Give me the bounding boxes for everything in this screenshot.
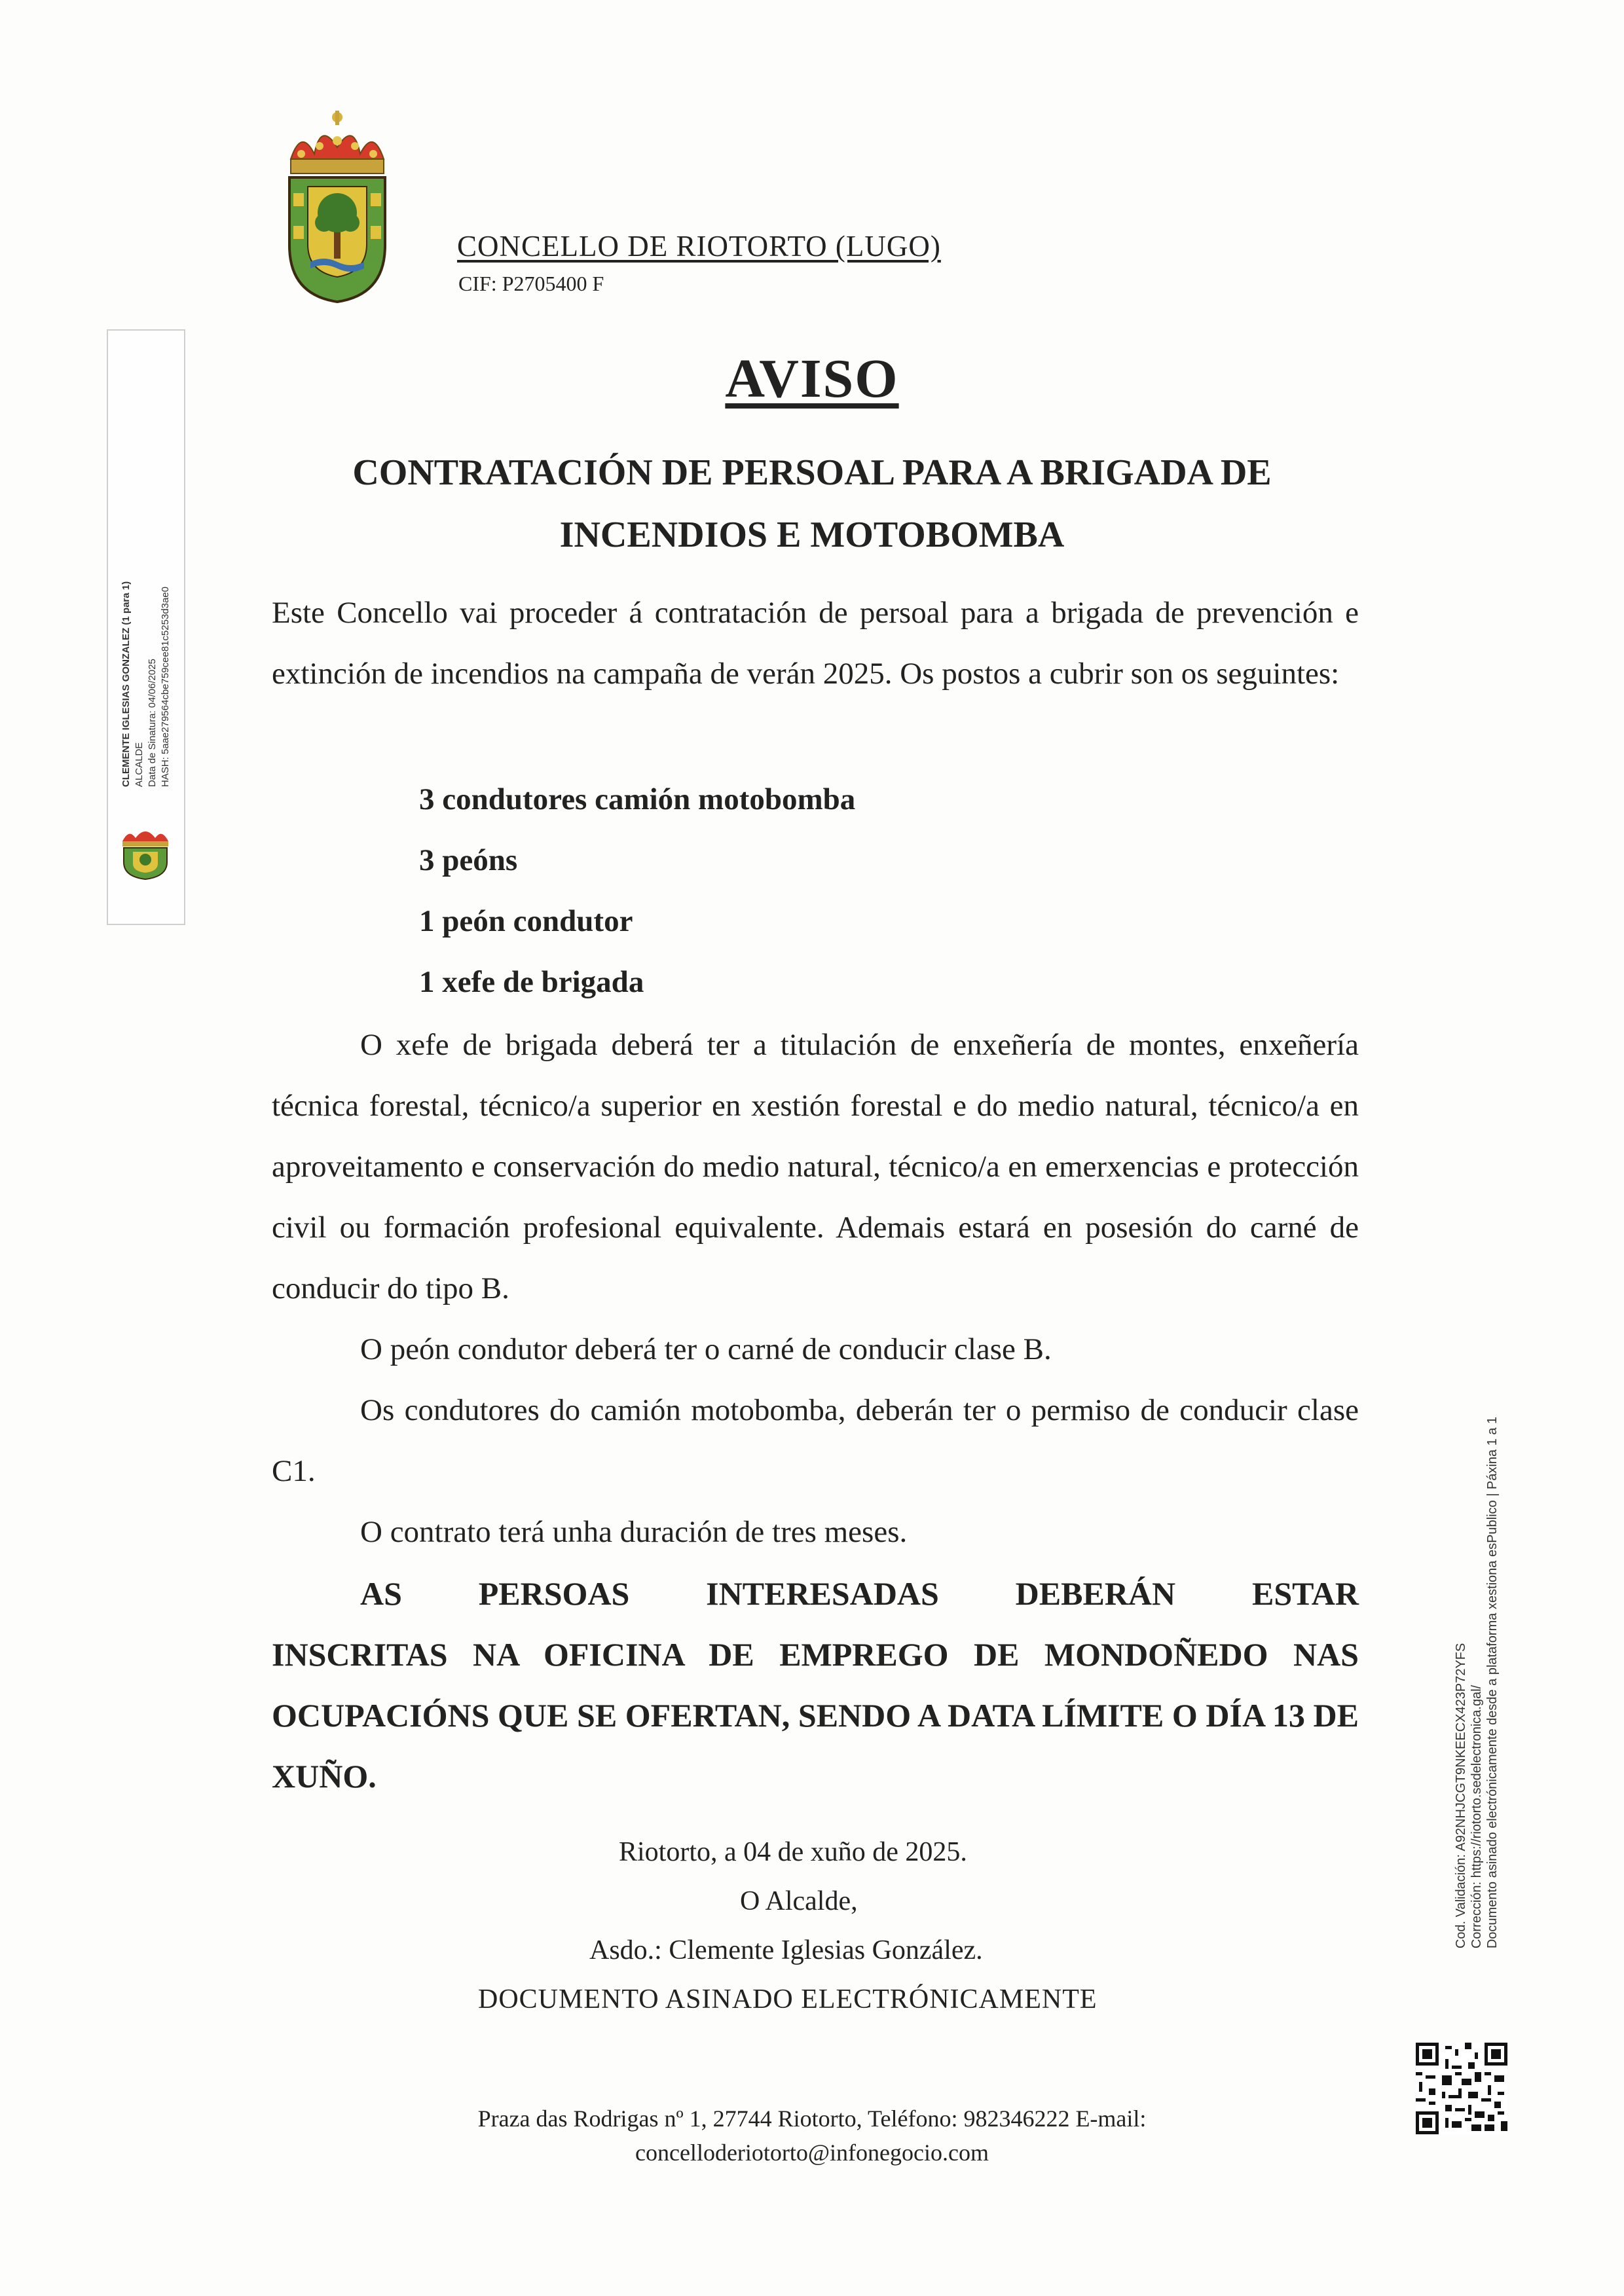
footer-address: Praza das Rodrigas nº 1, 27744 Riotorto, Teléfono: 982346222 E-mail:	[477, 2105, 1147, 2132]
positions-list	[419, 769, 855, 1013]
requirement-peon: O peón condutor deberá ter o carné de conducir clase B.	[360, 1332, 1052, 1366]
signature-stamp-name: CLEMENTE IGLESIAS GONZALEZ (1 para 1)	[120, 581, 132, 788]
list-item: 3 peóns	[419, 843, 518, 877]
signer-role: O Alcalde,	[740, 1886, 858, 1916]
signature-stamp-hash: HASH: 5aae279564cbe759cee81c5253d3ae0	[160, 587, 171, 788]
page-title: AVISO	[725, 348, 899, 409]
notice-line-1: AS PERSOAS INTERESADAS DEBERÁN ESTAR	[360, 1575, 1359, 1612]
list-item: 1 xefe de brigada	[419, 965, 644, 999]
signer-name: Asdo.: Clemente Iglesias González.	[589, 1935, 983, 1965]
place-date: Riotorto, a 04 de xuño de 2025.	[619, 1837, 967, 1867]
mini-crest-icon	[116, 822, 175, 881]
contract-duration: O contrato terá unha duración de tres meses.	[360, 1515, 908, 1549]
signature-stamp-role: ALCALDE	[134, 742, 145, 788]
list-item: 3 condutores camión motobomba	[419, 782, 856, 816]
organization-cif: CIF: P2705400 F	[458, 272, 604, 295]
registration-notice	[272, 1563, 1359, 1807]
organization-name: CONCELLO DE RIOTORTO (LUGO)	[457, 230, 941, 263]
requirement-condutores: Os condutores do camión motobomba, deberán ter o permiso de conducir clase C1.	[272, 1393, 1359, 1488]
electronic-signature-note: DOCUMENTO ASINADO ELECTRÓNICAMENTE	[478, 1984, 1098, 2014]
verification-text	[1453, 1417, 1500, 1948]
intro-paragraph: Este Concello vai proceder á contratación de persoal para a brigada de prevención e extinción de incendios na campaña de verán 2025. Os postos a cubrir son os seguintes:	[272, 596, 1359, 691]
footer-email: concelloderiotorto@infonegocio.com	[635, 2140, 989, 2166]
qr-code-icon	[1416, 2043, 1507, 2134]
notice-rest: INSCRITAS NA OFICINA DE EMPREGO DE MONDOÑEDO NAS OCUPACIÓNS QUE SE OFERTAN, SENDO A DATA LÍMITE O DÍA 13 DE XUÑO.	[272, 1636, 1359, 1795]
verification-note: Documento asinado electrónicamente desde a plataforma xestiona esPublico | Páxina 1 a 1	[1485, 1416, 1500, 1949]
municipal-crest-icon	[282, 108, 393, 304]
list-item: 1 peón condutor	[419, 904, 633, 938]
requirement-xefe: O xefe de brigada deberá ter a titulación de enxeñería de montes, enxeñería técnica forestal, técnico/a superior en xestión forestal e do medio natural, técnico/a en aproveitamento e conservación do medio natural, técnico/a en emerxencias e protección civil ou formación profesional equivalente. Ademais estará en posesión do carné de conducir do tipo B.	[272, 1028, 1359, 1305]
signature-stamp-date: Data de Sinatura: 04/06/2025	[147, 659, 158, 788]
verification-stamp	[1441, 1394, 1513, 1971]
page-subtitle: CONTRATACIÓN DE PERSOAL PARA A BRIGADA DE INCENDIOS E MOTOBOMBA	[352, 452, 1272, 555]
signature-stamp-text	[120, 581, 172, 787]
footer	[0, 2102, 1624, 2170]
signature-stamp	[107, 329, 185, 925]
verification-url: Corrección: https://riotorto.sedelectronica.gal/	[1469, 1685, 1484, 1949]
verification-code: Cod. Validación: A92NHJCGT9NKEECX423P72YFS	[1454, 1643, 1468, 1949]
